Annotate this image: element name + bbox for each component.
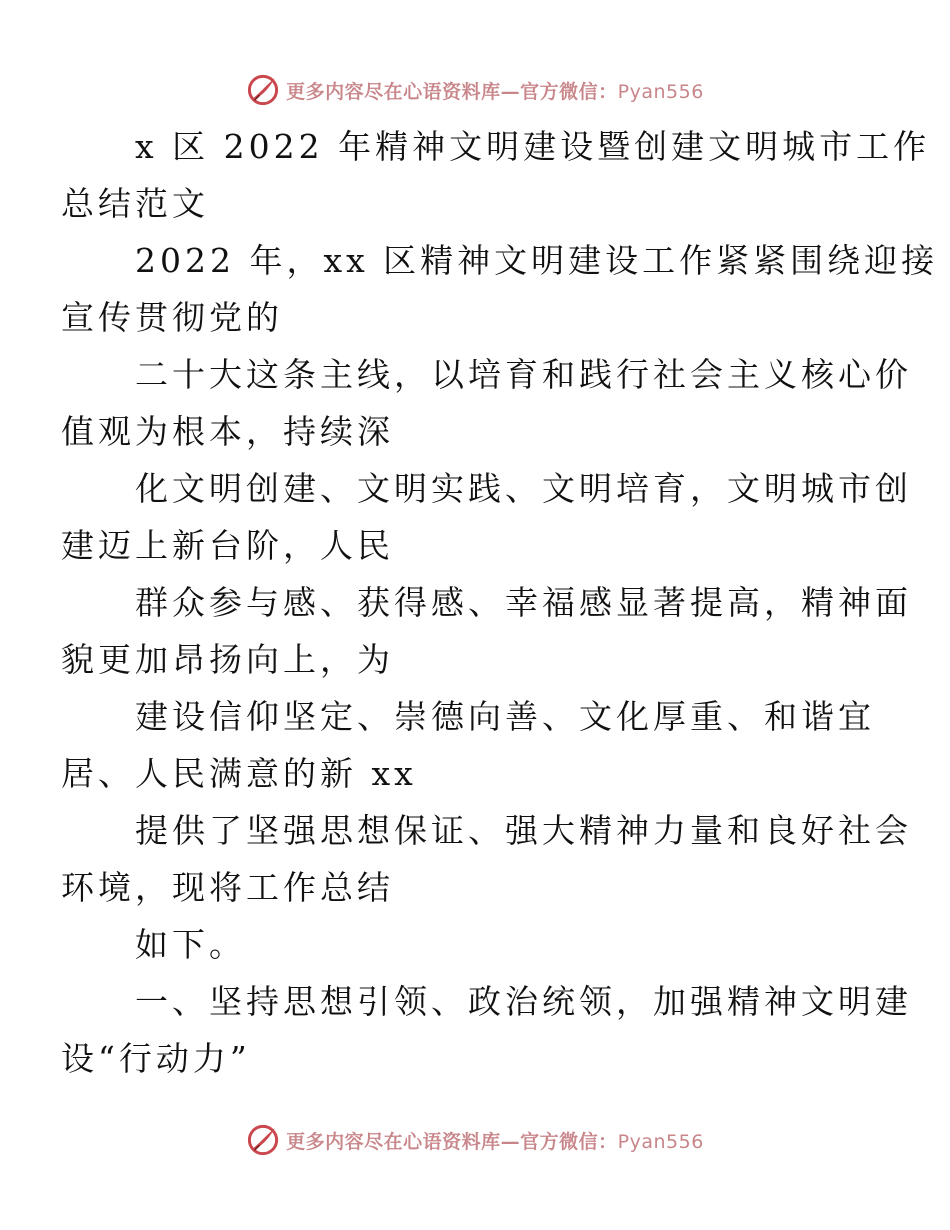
body-paragraph: 2022 年，xx 区精神文明建设工作紧紧围绕迎接 宣传贯彻党的 [61,241,939,337]
body-paragraph: 群众参与感、获得感、幸福感显著提高，精神面 貌更加昂扬向上，为 [61,583,912,679]
body-paragraph: 化文明创建、文明实践、文明培育，文明城市创 建迈上新台阶，人民 [61,469,912,565]
watermark-text: 更多内容尽在心语资料库—官方微信： [286,1130,618,1153]
quill-logo-icon [246,73,280,107]
title-paragraph: x 区 2022 年精神文明建设暨创建文明城市工作 总结范文 [61,127,931,223]
document-body [61,118,939,1087]
watermark-wechat-id: Pyan556 [617,80,704,103]
header-watermark [0,70,950,110]
footer-watermark [0,1120,950,1160]
section-heading: 一、坚持思想引领、政治统领，加强精神文明建 设“行动力” [61,982,912,1078]
body-paragraph: 提供了坚强思想保证、强大精神力量和良好社会 环境，现将工作总结 [61,811,912,907]
watermark-wechat-id: Pyan556 [617,1130,704,1153]
quill-logo-icon [246,1123,280,1157]
body-paragraph: 建设信仰坚定、崇德向善、文化厚重、和谐宜 居、人民满意的新 xx [61,697,875,793]
body-paragraph: 二十大这条主线，以培育和践行社会主义核心价 值观为根本，持续深 [61,355,912,451]
watermark-text: 更多内容尽在心语资料库—官方微信： [286,80,618,103]
body-paragraph: 如下。 [135,925,246,964]
